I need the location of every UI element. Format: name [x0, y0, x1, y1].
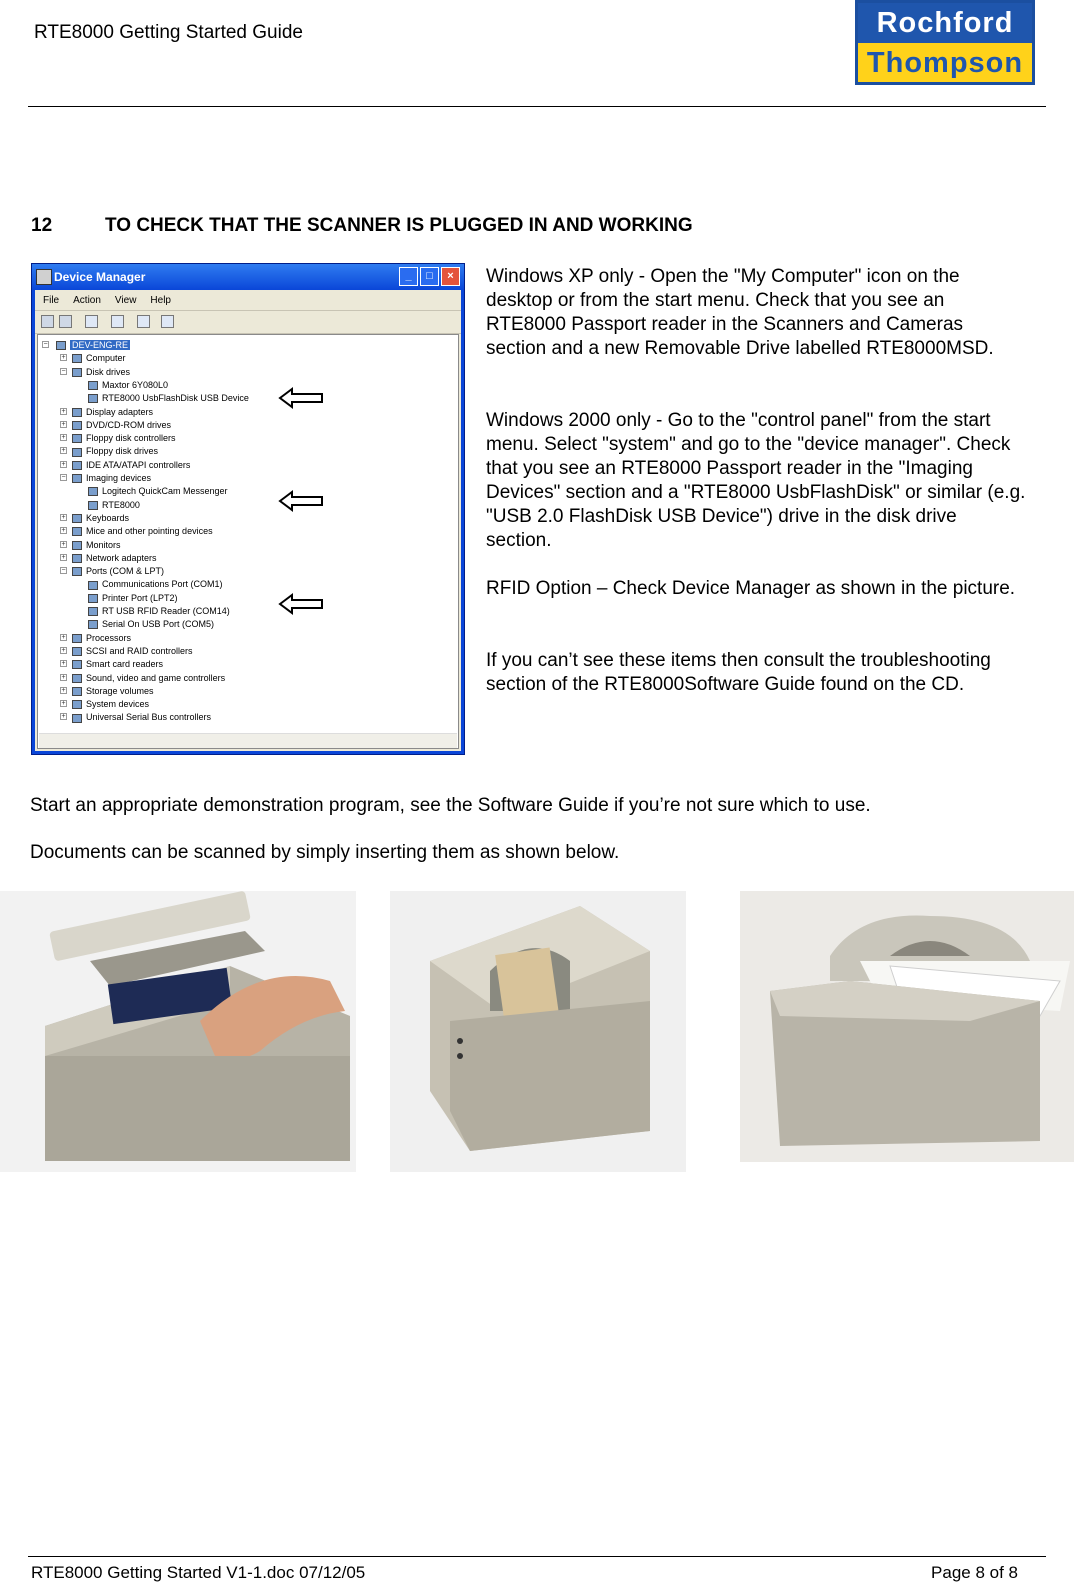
- tree-node[interactable]: [72, 366, 130, 378]
- tree-node-label: Sound, video and game controllers: [86, 672, 226, 683]
- tree-node-label: Smart card readers: [86, 659, 164, 670]
- section-number: 12: [31, 215, 53, 236]
- tree-node-label: Mice and other pointing devices: [86, 526, 213, 537]
- pointer-arrow-icon: [278, 387, 324, 409]
- paragraph-2000: Windows 2000 only - Go to the "control panel" from the start menu. Select "system" and go to the "device manager". Check that you see an RTE8000 Passport reader in the "Imaging Devices" section and a "RTE8000 UsbFlashDisk" or similar (e.g. "USB 2.0 FlashDisk USB Device") drive in the disk drive section.: [486, 410, 1026, 551]
- tree-node[interactable]: [72, 406, 153, 418]
- tree-node[interactable]: [72, 525, 213, 537]
- tree-node[interactable]: [88, 618, 214, 630]
- close-button[interactable]: ×: [441, 267, 460, 286]
- tree-expander[interactable]: +: [61, 700, 66, 708]
- device-manager-screenshot: [31, 263, 465, 755]
- tree-node-label: Network adapters: [86, 552, 157, 563]
- device-icon: [72, 541, 82, 550]
- menu-bar: [35, 290, 461, 311]
- tree-node[interactable]: [72, 419, 171, 431]
- help-icon[interactable]: [137, 315, 150, 328]
- tree-expander[interactable]: +: [61, 407, 66, 415]
- tree-node[interactable]: [88, 392, 249, 404]
- tree-node[interactable]: [72, 632, 131, 644]
- tree-expander[interactable]: +: [61, 673, 66, 681]
- device-tree: [37, 334, 459, 749]
- tree-node[interactable]: [72, 512, 129, 524]
- device-icon: [56, 341, 66, 350]
- tree-node-label: Printer Port (LPT2): [102, 592, 178, 603]
- tree-node-label: Ports (COM & LPT): [86, 566, 165, 577]
- maximize-button[interactable]: □: [420, 267, 439, 286]
- logo-line-1: Rochford: [858, 3, 1032, 43]
- tree-node[interactable]: [72, 698, 149, 710]
- tree-expander[interactable]: +: [61, 686, 66, 694]
- device-icon: [72, 368, 82, 377]
- tree-node-label: Disk drives: [86, 366, 131, 377]
- device-icon: [72, 674, 82, 683]
- logo-line-2: Thompson: [866, 47, 1024, 79]
- tree-node-label: DEV-ENG-RE: [72, 340, 129, 350]
- scanner-document-photo: [740, 891, 1074, 1162]
- tree-expander[interactable]: +: [61, 527, 66, 535]
- header-title: RTE8000 Getting Started Guide: [34, 22, 303, 43]
- tree-node-label: Monitors: [86, 539, 121, 550]
- tree-expander[interactable]: +: [61, 660, 66, 668]
- device-icon: [72, 554, 82, 563]
- tree-expander[interactable]: +: [61, 447, 66, 455]
- device-icon: [72, 354, 82, 363]
- tree-node[interactable]: [72, 685, 154, 697]
- tree-node-label: Storage volumes: [86, 685, 154, 696]
- tree-expander[interactable]: +: [61, 540, 66, 548]
- tree-node[interactable]: [72, 658, 163, 670]
- scanner-passport-photo: [0, 891, 356, 1172]
- device-icon: [72, 527, 82, 536]
- tree-node[interactable]: [72, 445, 158, 457]
- tree-node-label: Floppy disk drives: [86, 446, 159, 457]
- device-icon: [88, 607, 98, 616]
- tree-node-label: Keyboards: [86, 512, 130, 523]
- device-icon: [72, 474, 82, 483]
- tree-expander[interactable]: +: [61, 513, 66, 521]
- menu-help[interactable]: Help: [150, 294, 171, 306]
- footer-document: RTE8000 Getting Started V1-1.doc 07/12/05: [31, 1563, 366, 1582]
- tree-node-label: DVD/CD-ROM drives: [86, 419, 172, 430]
- toolbar: [35, 311, 461, 334]
- tree-node[interactable]: [72, 565, 164, 577]
- tree-expander[interactable]: +: [61, 354, 66, 362]
- tree-node[interactable]: [72, 645, 193, 657]
- tree-node-label: RTE8000: [102, 499, 140, 510]
- device-icon: [72, 514, 82, 523]
- paragraph-rfid: RFID Option – Check Device Manager as shown in the picture.: [486, 578, 1016, 599]
- device-icon: [72, 660, 82, 669]
- horizontal-scrollbar[interactable]: [39, 733, 457, 748]
- tree-node[interactable]: [88, 379, 168, 391]
- print-icon[interactable]: [111, 315, 124, 328]
- menu-file[interactable]: File: [43, 294, 60, 306]
- menu-view[interactable]: View: [114, 294, 137, 306]
- menu-action[interactable]: Action: [73, 294, 101, 306]
- tree-node-label: Imaging devices: [86, 473, 152, 483]
- device-icon: [88, 487, 98, 496]
- tree-expander[interactable]: +: [61, 460, 66, 468]
- tree-expander[interactable]: −: [43, 341, 48, 348]
- tree-expander[interactable]: +: [61, 434, 66, 442]
- footer-rule: [28, 1556, 1046, 1557]
- device-icon: [88, 581, 98, 590]
- tree-expander[interactable]: +: [61, 713, 66, 721]
- device-icon: [72, 408, 82, 417]
- minimize-button[interactable]: _: [399, 267, 418, 286]
- tree-node-label: Floppy disk controllers: [86, 433, 176, 444]
- back-icon[interactable]: [41, 315, 54, 328]
- device-icon: [72, 434, 82, 443]
- tree-node[interactable]: [72, 539, 121, 551]
- tree-node-label: Serial On USB Port (COM5): [102, 619, 215, 630]
- tree-node[interactable]: [72, 432, 176, 444]
- device-icon: [72, 634, 82, 643]
- tree-node-label: Communications Port (COM1): [102, 579, 223, 590]
- tree-expander[interactable]: −: [61, 474, 66, 481]
- paragraph-troubleshoot: If you can’t see these items then consult the troubleshooting section of the RTE8000Software Guide found on the CD.: [486, 650, 991, 695]
- scanner-id-card-photo: [390, 891, 686, 1172]
- computer-icon: [36, 269, 52, 285]
- tree-node[interactable]: [88, 578, 223, 590]
- device-icon: [72, 700, 82, 709]
- footer-page: Page 8 of 8: [931, 1563, 1018, 1582]
- section-title: TO CHECK THAT THE SCANNER IS PLUGGED IN AND WORKING: [105, 215, 693, 236]
- body-line-1: Start an appropriate demonstration program, see the Software Guide if you’re not sure which to use.: [30, 795, 871, 816]
- tree-expander[interactable]: +: [61, 553, 66, 561]
- tree-node[interactable]: [72, 711, 211, 723]
- tree-node-label: Universal Serial Bus controllers: [86, 712, 212, 723]
- paragraph-xp: Windows XP only - Open the "My Computer" icon on the desktop or from the start menu. Check that you see an RTE8000 Passport reader in the Scanners and Cameras section and a new Removable Drive labelled RTE8000MSD.: [486, 266, 994, 359]
- tree-node[interactable]: [72, 459, 190, 471]
- tree-expander[interactable]: −: [61, 567, 66, 575]
- tree-node[interactable]: [72, 472, 151, 484]
- tree-node[interactable]: [88, 499, 140, 511]
- tree-node[interactable]: [88, 592, 178, 604]
- device-icon: [88, 594, 98, 603]
- tree-node-label: RT USB RFID Reader (COM14): [102, 606, 230, 616]
- company-logo: [855, 0, 1035, 85]
- tree-root[interactable]: [56, 339, 130, 351]
- tree-node-label: RTE8000 UsbFlashDisk USB Device: [102, 393, 249, 404]
- tree-node-label: Computer: [86, 353, 126, 364]
- forward-icon[interactable]: [59, 315, 72, 328]
- properties-icon[interactable]: [85, 315, 98, 328]
- pointer-arrow-icon: [278, 490, 324, 512]
- tree-node[interactable]: [72, 672, 225, 684]
- tree-node-label: SCSI and RAID controllers: [86, 645, 193, 656]
- device-icon: [72, 647, 82, 656]
- device-icon: [88, 501, 98, 510]
- tree-expander[interactable]: +: [61, 633, 66, 641]
- scan-icon[interactable]: [161, 315, 174, 328]
- tree-node-label: Maxtor 6Y080L0: [102, 379, 169, 390]
- tree-expander[interactable]: −: [61, 367, 66, 375]
- header-rule: [28, 106, 1046, 107]
- device-icon: [88, 620, 98, 629]
- tree-node-label: Display adapters: [86, 406, 154, 417]
- tree-expander[interactable]: +: [61, 646, 66, 654]
- tree-node-label: IDE ATA/ATAPI controllers: [86, 459, 191, 470]
- tree-node-label: System devices: [86, 699, 150, 710]
- device-manager-title: Device Manager: [54, 270, 146, 284]
- device-icon: [72, 687, 82, 696]
- tree-node[interactable]: [72, 552, 157, 564]
- device-icon: [72, 714, 82, 723]
- tree-node[interactable]: [88, 605, 230, 617]
- tree-node-label: Logitech QuickCam Messenger: [102, 486, 228, 497]
- device-icon: [88, 394, 98, 403]
- device-icon: [72, 448, 82, 457]
- device-icon: [88, 381, 98, 390]
- device-icon: [72, 461, 82, 470]
- tree-node-label: Processors: [86, 632, 132, 643]
- tree-node[interactable]: [88, 485, 228, 497]
- tree-node[interactable]: [72, 352, 126, 364]
- tree-expander[interactable]: +: [61, 420, 66, 428]
- device-icon: [72, 567, 82, 576]
- body-line-2: Documents can be scanned by simply inserting them as shown below.: [30, 842, 620, 863]
- device-manager-titlebar: [32, 264, 464, 290]
- device-icon: [72, 421, 82, 430]
- pointer-arrow-icon: [278, 593, 324, 615]
